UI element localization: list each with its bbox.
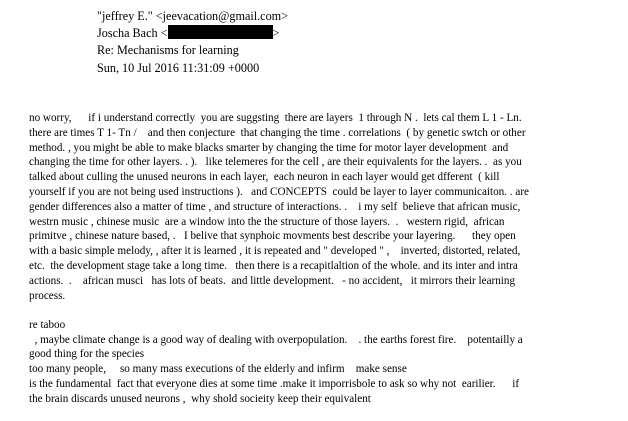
body-line: is the fundamental fact that everyone dies at some time .make it imporrisbole to ask so why not earilier. if: [29, 378, 520, 391]
body-line: process.: [29, 289, 66, 302]
to-prefix: Joscha Bach <: [97, 26, 168, 40]
body-line: primitve , chinese nature based, . I belive that synphoic movments best describe your layering. they open: [29, 230, 516, 243]
body-line: no worry, if i understand correctly you are suggsting there are layers 1 through N . lets cal them L 1 - Ln.: [29, 112, 522, 124]
body-line: westrn music , chinese music are a window into the the structure of those layers. . western rigid, african: [29, 215, 505, 228]
body-line: etc. the development stage take a long time. then there is a recapitlaltion of the whole. and its inter and intra: [29, 259, 518, 272]
body-line: good thing for the species: [29, 348, 145, 361]
body-line: yourself if you are not being used instructions ). and CONCEPTS could be layer to layer communicaiton. . are: [29, 185, 529, 198]
subject-value: Re: Mechanisms for learning: [97, 43, 239, 57]
body-line: re taboo: [29, 318, 66, 331]
body-line: gender differences also a matter of time , and structure of interactions. . i my self believe that african music,: [29, 200, 521, 213]
date-value: Sun, 10 Jul 2016 11:31:09 +0000: [97, 61, 260, 75]
from-value: "jeffrey E." <jeevacation@gmail.com>: [97, 9, 289, 23]
body-paragraph-2: [29, 318, 627, 407]
body-paragraph-1: [29, 111, 627, 303]
body-line: talked about culling the unused neurons in each layer, each neuron in each layer would get dfferent ( kill: [29, 171, 500, 184]
body-line: with a basic simple melody, , after it is learned , it is repeated and " developed " , inverted, distorted, related,: [29, 245, 521, 258]
email-body: [29, 111, 627, 407]
to-suffix: >: [272, 26, 280, 40]
body-line: the brain discards unused neurons , why shold socieity keep their equivalent: [29, 392, 371, 405]
to-value: [97, 24, 279, 42]
body-line: method. , you might be able to make blacks smarter by changing the time for motor layer development and: [29, 141, 509, 154]
redaction-bar: [168, 25, 273, 39]
body-line: , maybe climate change is a good way of dealing with overpopulation. . the earths forest fire. potentailly a: [29, 333, 523, 346]
paragraph-spacer: [29, 303, 627, 318]
body-line: too many people, so many mass executions of the elderly and infirm make sense: [29, 363, 407, 376]
body-line: actions. . african musci has lots of beats. and little development. - no accident, it mirrors their learning: [29, 274, 516, 287]
body-line: changing the time for other layers. . ). like telemeres for the cell , are their equivalents for the layers. . as you: [29, 156, 522, 169]
body-line: there are times T 1- Tn / and then conjecture that changing the time . correlations ( by genetic swtch or other: [29, 126, 526, 139]
